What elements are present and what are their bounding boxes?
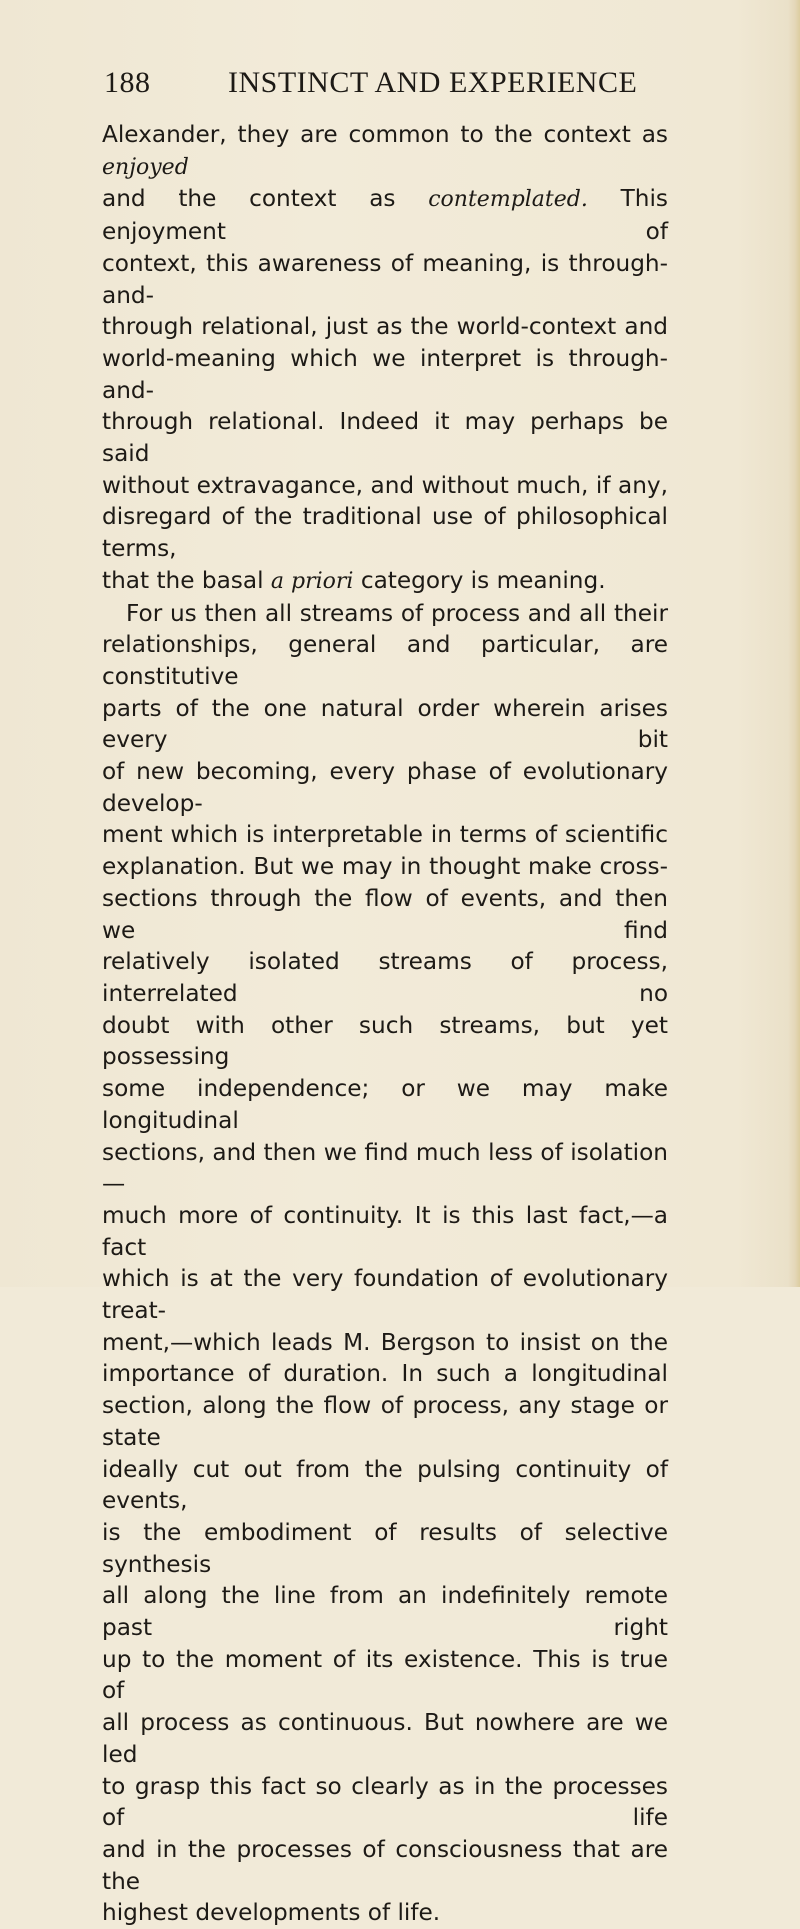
text-line xyxy=(102,1707,668,1770)
text-line xyxy=(102,1073,668,1136)
text-line xyxy=(102,1834,668,1897)
text-segment: sections, and then we find much less of isolation— xyxy=(102,1138,668,1198)
text-line xyxy=(102,501,668,564)
text-segment: doubt with other such streams, but yet possessing xyxy=(102,1011,668,1071)
text-segment: section, along the flow of process, any stage or state xyxy=(102,1392,668,1451)
text-line xyxy=(102,1644,668,1707)
text-segment: through relational, just as the world-context and xyxy=(102,313,668,341)
text-segment: up to the moment of its existence. This is true of xyxy=(102,1645,668,1705)
text-segment: world-meaning which we interpret is through-and- xyxy=(102,344,668,404)
text-segment: much more of continuity. It is this last fact,—a fact xyxy=(102,1201,668,1261)
text-segment: importance of duration. In such a longitudinal xyxy=(102,1360,668,1388)
text-line xyxy=(102,693,668,756)
text-segment: ideally cut out from the pulsing continuity of events, xyxy=(102,1455,668,1515)
text-line xyxy=(102,1390,668,1453)
text-segment: Alexander, they are common to the context as xyxy=(102,121,668,148)
text-line xyxy=(102,565,668,598)
italic-term: enjoyed xyxy=(102,154,189,180)
text-line xyxy=(102,1327,668,1359)
text-line xyxy=(102,248,668,311)
text-line xyxy=(102,598,668,630)
text-line xyxy=(102,119,668,183)
text-segment: through relational. Indeed it may perhaps be said xyxy=(102,408,668,468)
text-segment: of new becoming, every phase of evolutionary develop- xyxy=(102,758,668,817)
italic-term: a priori xyxy=(270,568,354,594)
text-line xyxy=(102,1010,668,1073)
text-segment: highest developments of life. xyxy=(102,1899,441,1927)
text-line xyxy=(102,1517,668,1580)
text-segment: relationships, general and particular, are constitutive xyxy=(102,631,668,690)
text-line xyxy=(102,1454,668,1517)
page-edge-shadow xyxy=(788,0,800,1287)
text-segment: For us then all streams of process and all their xyxy=(126,599,668,627)
text-segment: sections through the flow of events, and then we find xyxy=(102,884,668,944)
text-line xyxy=(102,1200,668,1263)
text-segment: This enjoyment of xyxy=(102,185,668,246)
text-segment: parts of the one natural order wherein arises every bit xyxy=(102,694,668,754)
text-segment: relatively isolated streams of process, interrelated no xyxy=(102,948,668,1007)
text-segment: explanation. But we may in thought make cross- xyxy=(102,853,668,881)
body-text xyxy=(102,119,668,1929)
running-title: INSTINCT AND EXPERIENCE xyxy=(228,66,638,99)
text-segment: disregard of the traditional use of philosophical terms, xyxy=(102,503,668,563)
text-line xyxy=(102,851,668,883)
text-segment: to grasp this fact so clearly as in the processes of life xyxy=(102,1772,668,1832)
text-line xyxy=(102,1897,668,1929)
text-line xyxy=(102,1137,668,1200)
text-segment: all process as continuous. But nowhere are we led xyxy=(102,1709,668,1768)
text-line xyxy=(102,1263,668,1326)
text-line xyxy=(102,1771,668,1834)
text-segment: which is at the very foundation of evolutionary treat- xyxy=(102,1265,668,1325)
text-segment: all along the line from an indefinitely remote past right xyxy=(102,1582,668,1642)
text-line xyxy=(102,883,668,946)
text-segment: category is meaning. xyxy=(353,566,606,594)
running-header xyxy=(104,66,666,116)
text-line xyxy=(102,629,668,692)
text-line xyxy=(102,1358,668,1390)
text-line xyxy=(102,1580,668,1643)
text-line xyxy=(102,819,668,851)
text-line xyxy=(102,756,668,819)
page-number: 188 xyxy=(104,66,151,99)
text-line xyxy=(102,183,668,247)
text-line xyxy=(102,343,668,406)
text-segment: ment,—which leads M. Bergson to insist on the xyxy=(102,1328,668,1356)
text-segment: some independence; or we may make longitudinal xyxy=(102,1075,668,1134)
text-segment: that the basal xyxy=(102,566,271,594)
italic-term: contemplated. xyxy=(428,187,588,213)
text-segment: and the context as xyxy=(102,185,429,213)
text-segment: is the embodiment of results of selective synthesis xyxy=(102,1518,668,1578)
text-line xyxy=(102,470,668,502)
text-segment: without extravagance, and without much, if any, xyxy=(102,471,668,499)
text-segment: and in the processes of consciousness that are the xyxy=(102,1835,668,1895)
text-line xyxy=(102,311,668,343)
text-segment: context, this awareness of meaning, is through-and- xyxy=(102,249,668,309)
text-segment: ment which is interpretable in terms of scientific xyxy=(102,821,668,849)
text-line xyxy=(102,946,668,1009)
text-line xyxy=(102,406,668,469)
